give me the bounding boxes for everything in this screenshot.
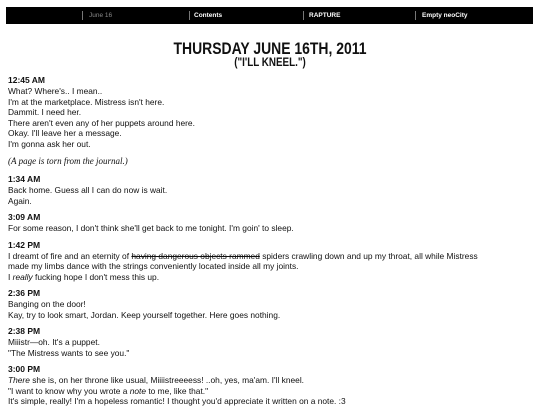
entry-line: For some reason, I don't think she'll get back to me tonight. I'm goin' to sleep. bbox=[8, 223, 294, 233]
entry-line: I'm gonna ask her out. bbox=[8, 138, 91, 149]
entry-text: "I want to know why you wrote a bbox=[8, 385, 130, 396]
entry-time: 1:42 PM bbox=[8, 239, 41, 250]
nav-date-link[interactable]: June 16 bbox=[89, 12, 113, 19]
journal-entry bbox=[8, 212, 534, 234]
entry-line: I'm at the marketplace. Mistress isn't here. bbox=[8, 96, 165, 107]
journal-entry bbox=[8, 75, 534, 149]
journal-entries bbox=[8, 75, 534, 413]
entry-time: 3:09 AM bbox=[8, 212, 41, 222]
emphasis-text: really bbox=[12, 271, 33, 282]
page-title: THURSDAY JUNE 16TH, 2011 bbox=[173, 39, 367, 58]
strikethrough-text: having dangerous objects rammed bbox=[131, 250, 260, 261]
journal-entry bbox=[8, 326, 534, 358]
nav-neocity-link[interactable]: Empty neoCity bbox=[422, 12, 468, 19]
entry-text: spiders crawling down and up my throat, all while Mistress bbox=[259, 250, 478, 261]
nav-separator bbox=[415, 11, 416, 20]
journal-entry bbox=[8, 288, 534, 320]
entry-text: she is, on her throne like usual, Miiiistreeeess! ..oh, yes, ma'am. I'll kneel. bbox=[29, 375, 305, 385]
nav-separator bbox=[189, 11, 190, 20]
journal-entry bbox=[8, 174, 534, 206]
entry-line: made my limbs dance with the strings conveniently located inside all my joints. bbox=[8, 261, 299, 271]
entry-line: Miiistr—oh. It's a puppet. bbox=[8, 337, 100, 347]
entry-line bbox=[8, 272, 534, 283]
journal-entry bbox=[8, 364, 534, 407]
entry-time: 12:45 AM bbox=[8, 75, 46, 85]
entry-time: 2:36 PM bbox=[8, 288, 41, 298]
entry-line: Okay. I'll leave her a message. bbox=[8, 128, 122, 138]
nav-rapture-link[interactable]: RAPTURE bbox=[309, 12, 341, 19]
top-navigation-bar bbox=[6, 7, 533, 24]
entry-line bbox=[8, 386, 534, 397]
entry-line: Kay, try to look smart, Jordan. Keep yourself together. Here goes nothing. bbox=[8, 309, 281, 320]
entry-line bbox=[8, 251, 534, 262]
entry-time: 2:38 PM bbox=[8, 326, 41, 336]
journal-entry bbox=[8, 240, 534, 283]
nav-contents-link[interactable]: Contents bbox=[194, 12, 223, 19]
entry-line bbox=[8, 375, 534, 386]
entry-time: 1:34 AM bbox=[8, 174, 41, 184]
nav-separator bbox=[303, 11, 304, 20]
entry-text: to me, like that." bbox=[146, 385, 209, 396]
entry-line: What? Where's.. I mean.. bbox=[8, 86, 103, 96]
page-subtitle: ("I'LL KNEEL.") bbox=[234, 55, 306, 69]
entry-time: 3:00 PM bbox=[8, 364, 41, 374]
torn-page-note: (A page is torn from the journal.) bbox=[8, 156, 128, 166]
entry-text: fucking hope I don't mess this up. bbox=[32, 271, 160, 282]
emphasis-text: There bbox=[8, 375, 30, 385]
entry-line: Back home. Guess all I can do now is wait. bbox=[8, 185, 168, 195]
entry-text: I dreamt of fire and an eternity of bbox=[8, 250, 132, 261]
nav-separator bbox=[82, 11, 83, 20]
entry-line: There aren't even any of her puppets around here. bbox=[8, 117, 195, 128]
entry-line: Again. bbox=[8, 195, 32, 206]
entry-line: Banging on the door! bbox=[8, 299, 86, 309]
entry-line: Dammit. I need her. bbox=[8, 107, 82, 117]
entry-text: I bbox=[8, 271, 13, 282]
emphasis-text: note bbox=[129, 385, 146, 396]
entry-line: It's simple, really! I'm a hopeless romantic! I thought you'd appreciate it written on a note. :3 bbox=[8, 396, 346, 406]
entry-line: "The Mistress wants to see you." bbox=[8, 347, 130, 358]
